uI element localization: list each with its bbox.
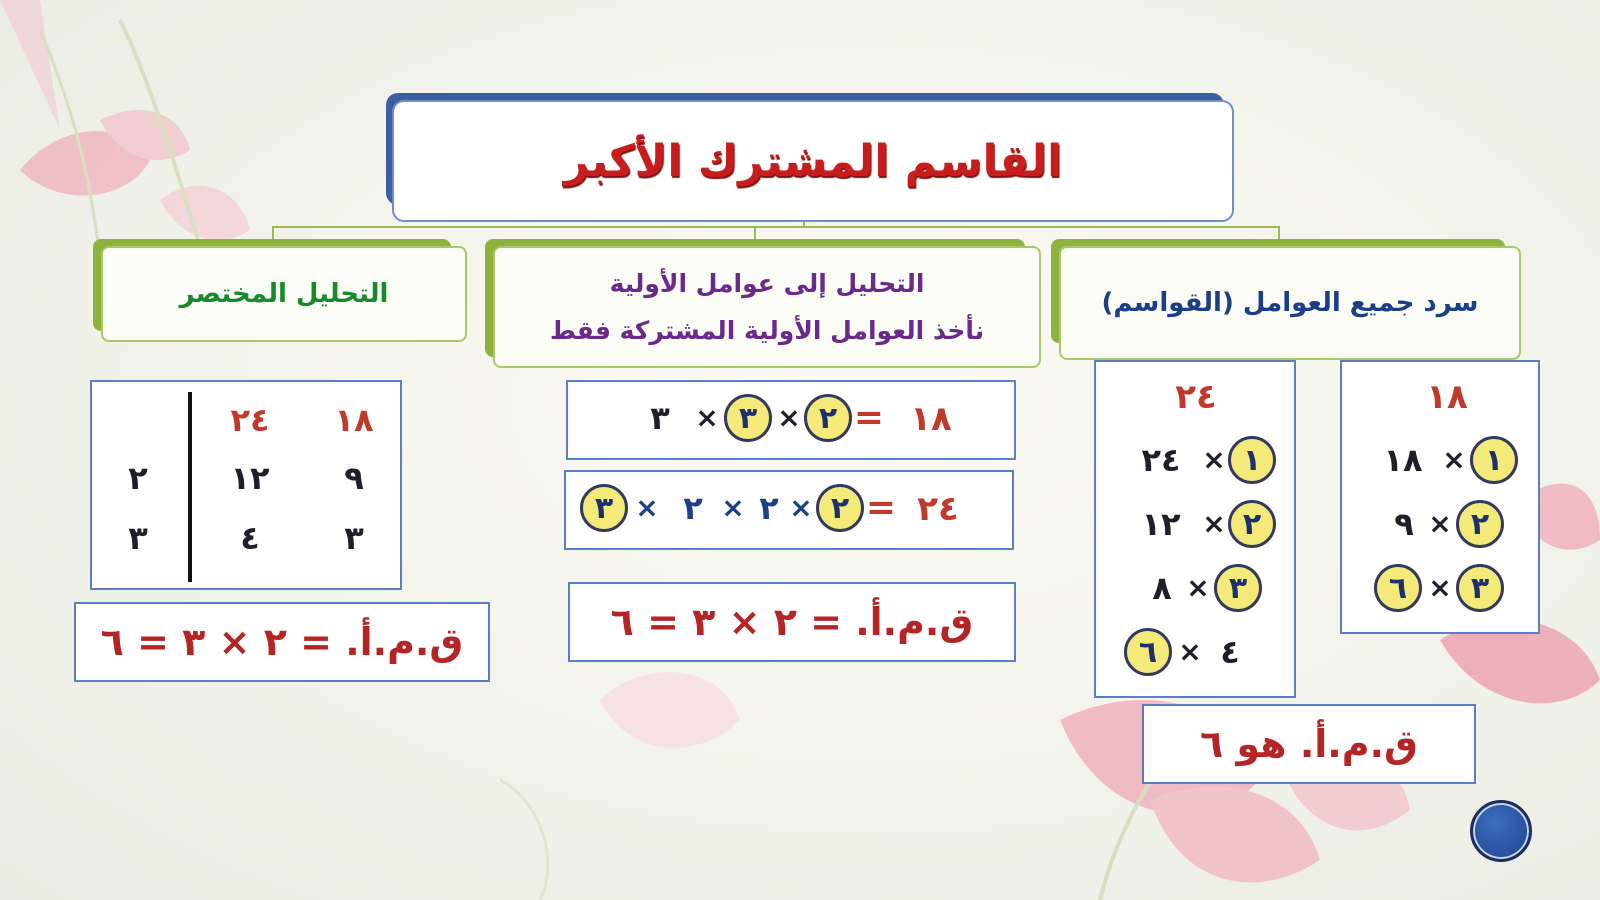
- factors-18-row3-factor: ٣: [1456, 564, 1504, 612]
- short-division-result: ق.م.أ. = ٢ × ٣ = ٦: [100, 620, 464, 664]
- short-division-header-24: ٢٤: [230, 401, 270, 439]
- prime-eq24-equals: =: [865, 487, 897, 528]
- heading-prime-factorization-line1: التحليل إلى عوامل الأولية: [609, 268, 925, 298]
- short-division-result-box: [74, 602, 490, 682]
- factors-18-row2-factor: ٢: [1456, 500, 1504, 548]
- factors-24-row3-factor: ٣: [1214, 564, 1262, 612]
- prime-factorization-result-box: [568, 582, 1016, 662]
- short-division-table: [90, 380, 402, 590]
- factors-18-row1-factor: ١: [1470, 436, 1518, 484]
- heading-short-division-text: التحليل المختصر: [179, 279, 389, 309]
- factors-24-row4-factor: ٤: [1220, 633, 1240, 671]
- factors-24-row2-pair: ١٢: [1141, 505, 1181, 543]
- factors-18-row3-times: ×: [1428, 571, 1452, 604]
- factors-18-box: [1340, 360, 1540, 634]
- prime-eq18-equals: =: [853, 397, 885, 438]
- factors-24-box: [1094, 360, 1296, 698]
- factors-24-row2-factor: ٢: [1228, 500, 1276, 548]
- factors-24-header: ٢٤: [1175, 377, 1217, 417]
- heading-list-factors-text: سرد جميع العوامل (القواسم): [1101, 288, 1479, 318]
- short-division-row1-18: ٩: [344, 459, 364, 497]
- heading-prime-factorization-line2: نأخذ العوامل الأولية المشتركة فقط: [549, 316, 985, 345]
- prime-eq24-factor-circle-1: ٢: [816, 484, 864, 532]
- title-box: [392, 100, 1234, 222]
- prime-eq18-lhs: ١٨: [910, 399, 952, 439]
- list-factors-result-box: [1142, 704, 1476, 784]
- factors-24-row4-times: ×: [1178, 635, 1202, 668]
- prime-eq18-factor-3: ٣: [650, 399, 670, 437]
- prime-factorization-result: ق.م.أ. = ٢ × ٣ = ٦: [610, 600, 974, 644]
- prime-eq18-factor-circle-2: ٣: [724, 394, 772, 442]
- factors-24-row1-factor: ١: [1228, 436, 1276, 484]
- short-division-row2-divisor: ٣: [128, 519, 148, 557]
- factors-24-row3-times: ×: [1186, 571, 1210, 604]
- next-slide-button[interactable]: [1470, 800, 1532, 862]
- connector-horizontal: [272, 226, 1280, 228]
- prime-eq24-factor-2: ٢: [759, 489, 779, 527]
- factors-18-row2-times: ×: [1428, 507, 1452, 540]
- prime-eq18-times-2: ×: [695, 401, 719, 434]
- prime-eq24-factor-3: ٢: [683, 489, 703, 527]
- factors-24-row4-pair: ٦: [1124, 628, 1172, 676]
- prime-eq24-lhs: ٢٤: [917, 489, 959, 529]
- prime-eq18-times-1: ×: [777, 401, 801, 434]
- factors-18-row1-pair: ١٨: [1383, 441, 1423, 479]
- short-division-row2-24: ٤: [240, 519, 260, 557]
- factors-18-row1-times: ×: [1442, 443, 1466, 476]
- short-division-header-18: ١٨: [334, 401, 374, 439]
- short-division-row1-divisor: ٢: [128, 459, 148, 497]
- factors-18-header: ١٨: [1426, 377, 1468, 417]
- heading-list-factors: [1059, 246, 1521, 360]
- heading-prime-factorization: [493, 246, 1041, 368]
- prime-eq-18-box: [566, 380, 1016, 460]
- factors-24-row1-pair: ٢٤: [1141, 441, 1181, 479]
- page-title: القاسم المشترك الأكبر: [563, 135, 1063, 187]
- prime-eq24-factor-circle-4: ٣: [580, 484, 628, 532]
- factors-18-row3-pair: ٦: [1374, 564, 1422, 612]
- heading-short-division: [101, 246, 467, 342]
- short-division-row1-24: ١٢: [230, 459, 270, 497]
- list-factors-result: ق.م.أ. هو ٦: [1200, 722, 1418, 766]
- prime-eq-24-box: [564, 470, 1014, 550]
- short-division-row2-18: ٣: [344, 519, 364, 557]
- prime-eq24-times-2: ×: [721, 491, 745, 524]
- prime-eq24-times-1: ×: [789, 491, 813, 524]
- factors-24-row3-pair: ٨: [1152, 569, 1172, 607]
- prime-eq24-times-3: ×: [635, 491, 659, 524]
- factors-18-row2-pair: ٩: [1394, 505, 1414, 543]
- factors-24-row1-times: ×: [1202, 443, 1226, 476]
- factors-24-row2-times: ×: [1202, 507, 1226, 540]
- prime-eq18-factor-circle-1: ٢: [804, 394, 852, 442]
- division-bar: [188, 392, 192, 582]
